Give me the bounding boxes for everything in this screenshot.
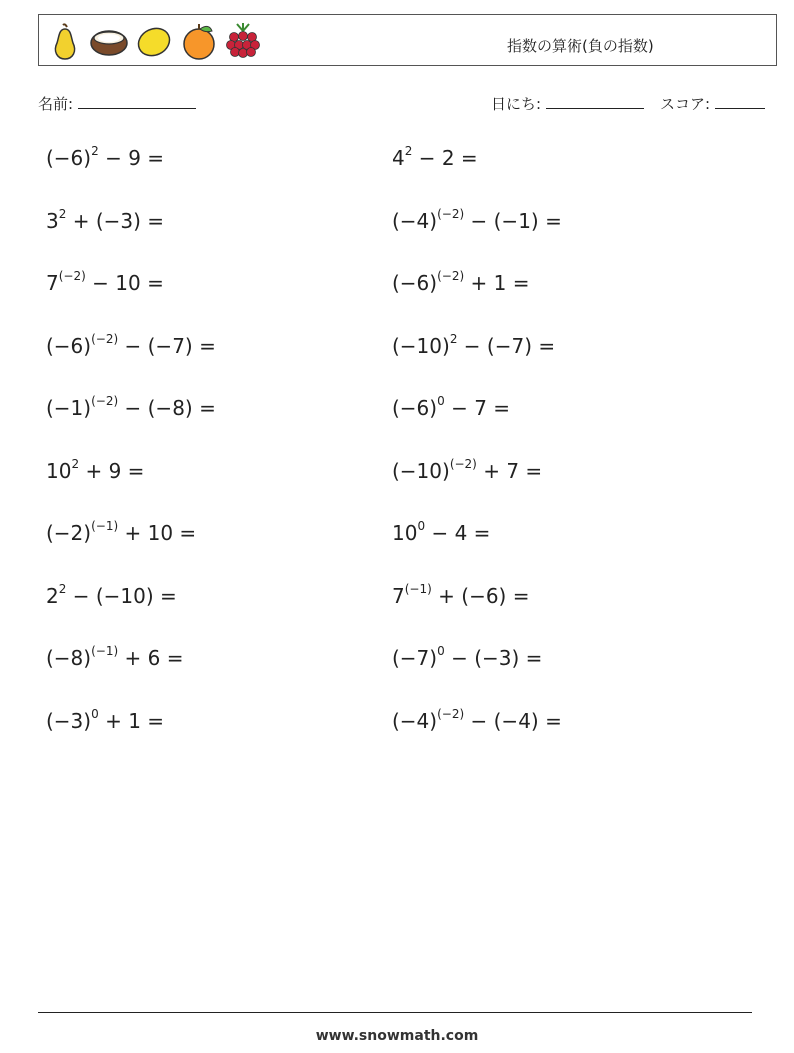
- problem-rest: − (−7) =: [457, 333, 556, 358]
- name-label: 名前:: [38, 95, 74, 113]
- pear-icon: [47, 21, 83, 61]
- problem-item: [392, 396, 510, 420]
- problem-base: (−7): [392, 646, 438, 670]
- problem-exponent: (−2): [91, 394, 119, 409]
- problem-base: 10: [392, 521, 418, 545]
- problem-rest: + 7 =: [476, 458, 543, 483]
- problem-exponent: 2: [91, 144, 99, 159]
- score-label: スコア:: [660, 95, 711, 113]
- problem-exponent: 0: [437, 644, 445, 659]
- worksheet-title: 指数の算術(負の指数): [507, 37, 654, 55]
- problem-exponent: 2: [449, 331, 458, 346]
- problem-base: (−8): [46, 646, 92, 670]
- problem-exponent: (−2): [437, 269, 465, 284]
- problem-rest: − (−10) =: [66, 583, 177, 608]
- problem-base: (−4): [392, 208, 438, 233]
- problem-exponent: 0: [437, 394, 445, 409]
- problem-rest: + 9 =: [79, 458, 145, 483]
- problem-exponent: (−2): [58, 269, 86, 284]
- raspberry-icon: [225, 21, 261, 61]
- problem-base: 2: [46, 583, 59, 608]
- footer-divider: [38, 1012, 752, 1013]
- problem-exponent: (−2): [91, 331, 119, 346]
- problem-base: (−6): [392, 396, 438, 420]
- problem-rest: − 7 =: [444, 396, 511, 420]
- problem-item: [46, 396, 216, 420]
- name-field[interactable]: [38, 93, 196, 114]
- problem-exponent: (−1): [91, 644, 119, 659]
- footer-url: www.snowmath.com: [315, 1028, 479, 1044]
- lemon-icon: [135, 21, 173, 61]
- orange-icon: [179, 21, 219, 61]
- problem-item: [46, 581, 177, 608]
- problem-item: [392, 456, 543, 483]
- problem-base: (−6): [46, 333, 92, 358]
- problem-item: [46, 146, 164, 170]
- problem-exponent: (−1): [404, 581, 432, 596]
- problem-item: [392, 331, 556, 358]
- problem-base: (−3): [46, 708, 92, 733]
- name-blank[interactable]: [78, 94, 196, 109]
- problem-rest: − 9 =: [98, 146, 165, 170]
- problem-base: (−1): [46, 396, 92, 420]
- header-box: [38, 14, 777, 66]
- problem-item: [392, 646, 542, 670]
- problem-exponent: 2: [58, 206, 67, 221]
- problem-rest: + 1 =: [98, 708, 165, 733]
- problem-rest: − (−1) =: [464, 208, 562, 233]
- problem-exponent: 2: [58, 581, 67, 596]
- problem-item: [46, 456, 145, 483]
- problem-item: [46, 206, 165, 233]
- problem-base: (−10): [392, 458, 450, 483]
- problem-rest: − 2 =: [412, 146, 478, 170]
- problem-exponent: 0: [91, 706, 99, 721]
- date-label: 日にち:: [491, 95, 542, 113]
- problem-base: 10: [46, 458, 72, 483]
- problem-rest: − (−7) =: [118, 333, 216, 358]
- problem-item: [392, 146, 478, 170]
- problem-base: 3: [46, 208, 59, 233]
- fruit-icons: [47, 21, 261, 61]
- problem-base: (−6): [46, 146, 92, 170]
- score-blank[interactable]: [715, 94, 765, 109]
- score-field[interactable]: [660, 93, 765, 114]
- problem-item: [392, 581, 530, 608]
- problem-exponent: 0: [417, 519, 426, 534]
- problem-rest: − (−4) =: [464, 708, 562, 733]
- problem-rest: − 10 =: [85, 271, 164, 295]
- problem-base: (−2): [46, 521, 92, 545]
- problem-base: (−10): [392, 333, 450, 358]
- problem-rest: + 10 =: [118, 521, 197, 545]
- problem-rest: + (−3) =: [66, 208, 165, 233]
- problem-item: [46, 706, 165, 733]
- problem-rest: + (−6) =: [431, 583, 530, 608]
- problem-item: [392, 206, 562, 233]
- problem-exponent: (−1): [91, 519, 119, 534]
- problem-item: [46, 646, 183, 670]
- problem-exponent: (−2): [437, 206, 465, 221]
- problem-base: 7: [46, 271, 59, 295]
- problem-rest: − 4 =: [425, 521, 491, 545]
- problem-rest: − (−8) =: [118, 396, 216, 420]
- problem-exponent: 2: [404, 144, 413, 159]
- problem-rest: + 1 =: [464, 271, 530, 295]
- problem-base: (−4): [392, 708, 438, 733]
- problem-rest: + 6 =: [118, 646, 184, 670]
- problem-item: [46, 271, 164, 295]
- problem-rest: − (−3) =: [444, 646, 543, 670]
- problem-item: [46, 331, 216, 358]
- problem-item: [392, 706, 562, 733]
- problem-base: (−6): [392, 271, 438, 295]
- problem-item: [392, 271, 529, 295]
- problem-exponent: (−2): [437, 706, 465, 721]
- date-field[interactable]: [491, 93, 644, 114]
- problem-exponent: 2: [71, 456, 80, 471]
- problem-exponent: (−2): [449, 456, 477, 471]
- problem-base: 7: [392, 583, 405, 608]
- coconut-icon: [89, 21, 129, 61]
- problem-base: 4: [392, 146, 405, 170]
- problem-item: [46, 521, 196, 545]
- date-blank[interactable]: [546, 94, 644, 109]
- problem-item: [392, 521, 490, 545]
